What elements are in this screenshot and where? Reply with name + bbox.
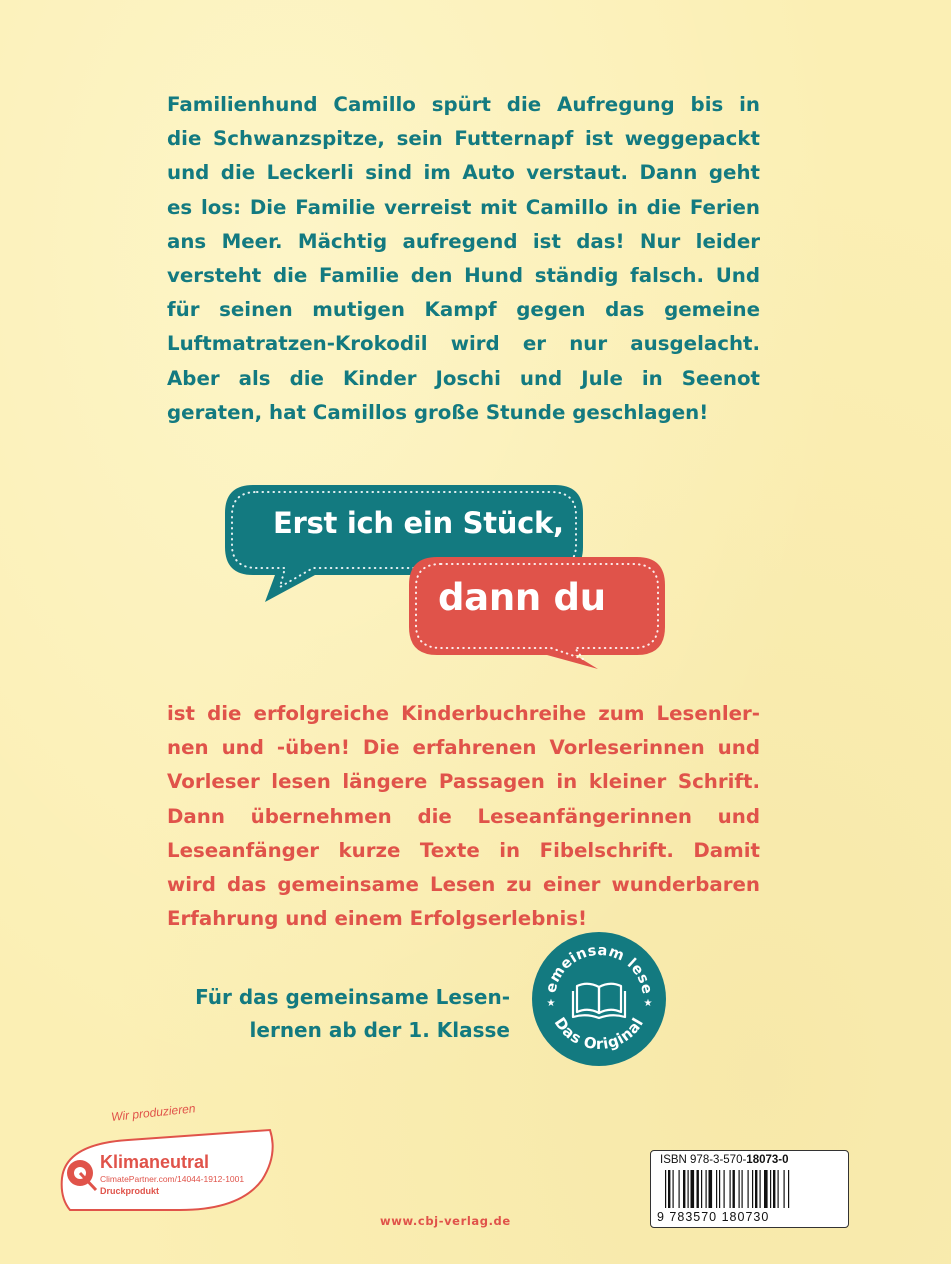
series-line: nen und -üben! Die erfahrenen Vorleserinnen und bbox=[167, 736, 760, 760]
blurb-text bbox=[167, 88, 760, 430]
speech-bubbles bbox=[225, 477, 665, 682]
blurb-line: ans Meer. Mächtig aufregend ist das! Nur leider bbox=[167, 229, 760, 253]
badge-top-text: emeinsam lese bbox=[543, 942, 655, 996]
bubble-text-second: dann du bbox=[438, 576, 606, 619]
climate-subtitle: Druckprodukt bbox=[100, 1186, 160, 1196]
series-line: Erfahrung und einem Erfolgserlebnis! bbox=[167, 907, 588, 931]
bubble-text-first: Erst ich ein Stück, bbox=[273, 506, 564, 540]
isbn-barcode bbox=[650, 1150, 849, 1228]
blurb-line: die Schwanzspitze, sein Futternapf ist weggepackt bbox=[167, 127, 760, 151]
blurb-line: geraten, hat Camillos große Stunde geschlagen! bbox=[167, 400, 709, 424]
series-line: Leseanfänger kurze Texte in Fibelschrift. Damit bbox=[167, 838, 760, 862]
isbn-prefix: ISBN 978-3-570- bbox=[660, 1154, 747, 1166]
website-url[interactable]: www.cbj-verlag.de bbox=[380, 1214, 511, 1228]
target-line: Für das gemeinsame Lesen- bbox=[195, 985, 510, 1009]
blurb-line: Luftmatratzen-Krokodil wird er nur ausgelacht. bbox=[167, 332, 760, 356]
series-line: wird das gemeinsame Lesen zu einer wunderbaren bbox=[167, 873, 760, 897]
blurb-line: es los: Die Familie verreist mit Camillo in die Ferien bbox=[167, 195, 760, 219]
blurb-line: und die Leckerli sind im Auto verstaut. Dann geht bbox=[167, 161, 760, 185]
badge-bottom-text: Das Original bbox=[550, 1013, 648, 1054]
series-line: ist die erfolgreiche Kinderbuchreihe zum Lesenler- bbox=[167, 702, 760, 725]
climate-url: ClimatePartner.com/14044-1912-1001 bbox=[100, 1174, 245, 1184]
climate-heading: Wir produzieren bbox=[110, 1101, 197, 1124]
target-line: lernen ab der 1. Klasse bbox=[249, 1018, 510, 1042]
blurb-line: für seinen mutigen Kampf gegen das gemeine bbox=[167, 298, 760, 322]
series-line: Vorleser lesen längere Passagen in kleiner Schrift. bbox=[167, 770, 760, 794]
gemeinsam-lesen-badge bbox=[531, 931, 667, 1067]
isbn-bold: 18073-0 bbox=[746, 1154, 789, 1166]
target-audience bbox=[190, 981, 510, 1047]
star-icon: ★ bbox=[643, 998, 653, 1009]
isbn-label bbox=[660, 1154, 789, 1166]
star-icon: ★ bbox=[546, 998, 556, 1009]
isbn-digits: 9 783570 180730 bbox=[657, 1210, 770, 1224]
blurb-line: Aber als die Kinder Joschi und Jule in Seenot bbox=[167, 366, 760, 390]
series-line: Dann übernehmen die Leseanfängerinnen und bbox=[167, 804, 760, 828]
series-description bbox=[167, 697, 760, 936]
climate-neutral-label bbox=[40, 1101, 290, 1220]
barcode-bars bbox=[665, 1170, 837, 1210]
blurb-line: versteht die Familie den Hund ständig falsch. Und bbox=[167, 264, 760, 288]
blurb-line: Familienhund Camillo spürt die Aufregung bis in bbox=[167, 93, 760, 116]
badge-circle bbox=[531, 931, 667, 1067]
climate-title: Klimaneutral bbox=[100, 1152, 210, 1172]
